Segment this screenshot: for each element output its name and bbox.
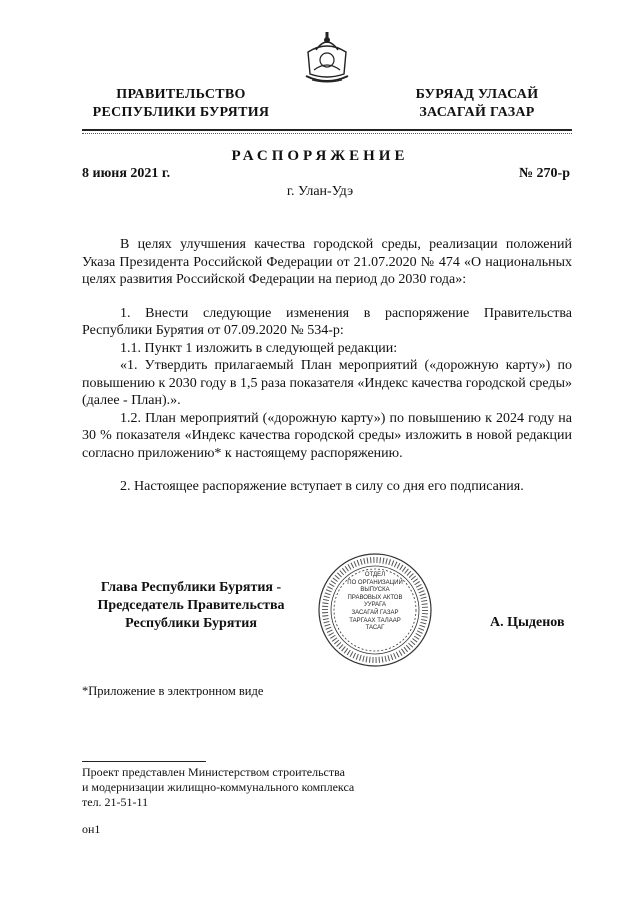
header-rule-dotted xyxy=(82,133,572,134)
footer-line-2: и модернизации жилищно-коммунального комплекса xyxy=(82,780,355,794)
issuer-line-1: ПРАВИТЕЛЬСТВО xyxy=(116,87,246,102)
document-title: РАСПОРЯЖЕНИЕ xyxy=(231,148,409,164)
signatory-position xyxy=(82,579,300,633)
document-body xyxy=(82,236,572,496)
issuer-line-2: РЕСПУБЛИКИ БУРЯТИЯ xyxy=(92,105,270,120)
footer-line-3: тел. 21-51-11 xyxy=(82,795,149,809)
stamp-line-4: ПРАВОВЫХ АКТОВ xyxy=(347,594,403,601)
issuer-line-2-buryat: ЗАСАГАЙ ГАЗАР xyxy=(419,105,535,120)
item-1: 1. Внести следующие изменения в распоряжение Правительства Республики Бурятия от 07.09.2020 № 534-р: xyxy=(82,305,572,338)
issuer-line-1-buryat: БУРЯАД УЛАСАЙ xyxy=(415,87,539,102)
stamp-line-5: УУРАГА xyxy=(363,602,387,609)
coat-of-arms-emblem xyxy=(302,30,352,86)
header-rule xyxy=(82,129,572,131)
stamp-line-7: ТАРГААХ ТАЛААР xyxy=(349,617,401,624)
document-date: 8 июня 2021 г. xyxy=(82,166,171,181)
item-2: 2. Настоящее распоряжение вступает в силу со дня его подписания. xyxy=(120,479,524,494)
issuer-name-russian xyxy=(86,86,276,122)
stamp-line-6: ЗАСАГАЙ ГАЗАР xyxy=(351,609,399,616)
stamp-line-2: ПО ОРГАНИЗАЦИИ xyxy=(347,579,403,586)
document-number: № 270-р xyxy=(518,166,570,181)
footnote: *Приложение в электронном виде xyxy=(82,684,264,698)
signatory-position-line-3: Республики Бурятия xyxy=(125,616,257,631)
stamp-line-1: ОТДЕЛ xyxy=(364,572,386,578)
signatory-name: А. Цыденов xyxy=(490,615,565,630)
footer-rule xyxy=(82,761,206,762)
footer-contact xyxy=(82,765,354,810)
stamp-line-3: ВЫПУСКА xyxy=(360,587,390,594)
item-1-1: 1.1. Пункт 1 изложить в следующей редакции: xyxy=(120,340,398,356)
item-1-2: 1.2. План мероприятий («дорожную карту») по повышению к 2024 году на 30 % показателя «Индекс качества городской среды» изложить в новой редакции согласно приложению* к настоящему распоряжению. xyxy=(82,410,572,461)
document-city: г. Улан-Удэ xyxy=(286,184,354,199)
issuer-name-buryat xyxy=(392,86,562,122)
signatory-position-line-2: Председатель Правительства xyxy=(97,598,285,613)
footer-line-1: Проект представлен Министерством строительства xyxy=(82,765,345,779)
footer-code: он1 xyxy=(82,822,101,836)
item-1-1-quote: «1. Утвердить прилагаемый План мероприятий («дорожную карту») по повышению к 2030 году в 1,5 раза показателя «Индекс качества городской среды» (далее - План).». xyxy=(82,358,572,408)
intro-paragraph: В целях улучшения качества городской среды, реализации положений Указа Президента Российской Федерации от 21.07.2020 № 474 «О национальных целях развития Российской Федерации на период до 2030 года»: xyxy=(82,237,572,287)
stamp-line-8: ТАСАГ xyxy=(365,625,385,632)
signatory-position-line-1: Глава Республики Бурятия - xyxy=(100,580,282,595)
official-seal-stamp xyxy=(317,552,433,668)
